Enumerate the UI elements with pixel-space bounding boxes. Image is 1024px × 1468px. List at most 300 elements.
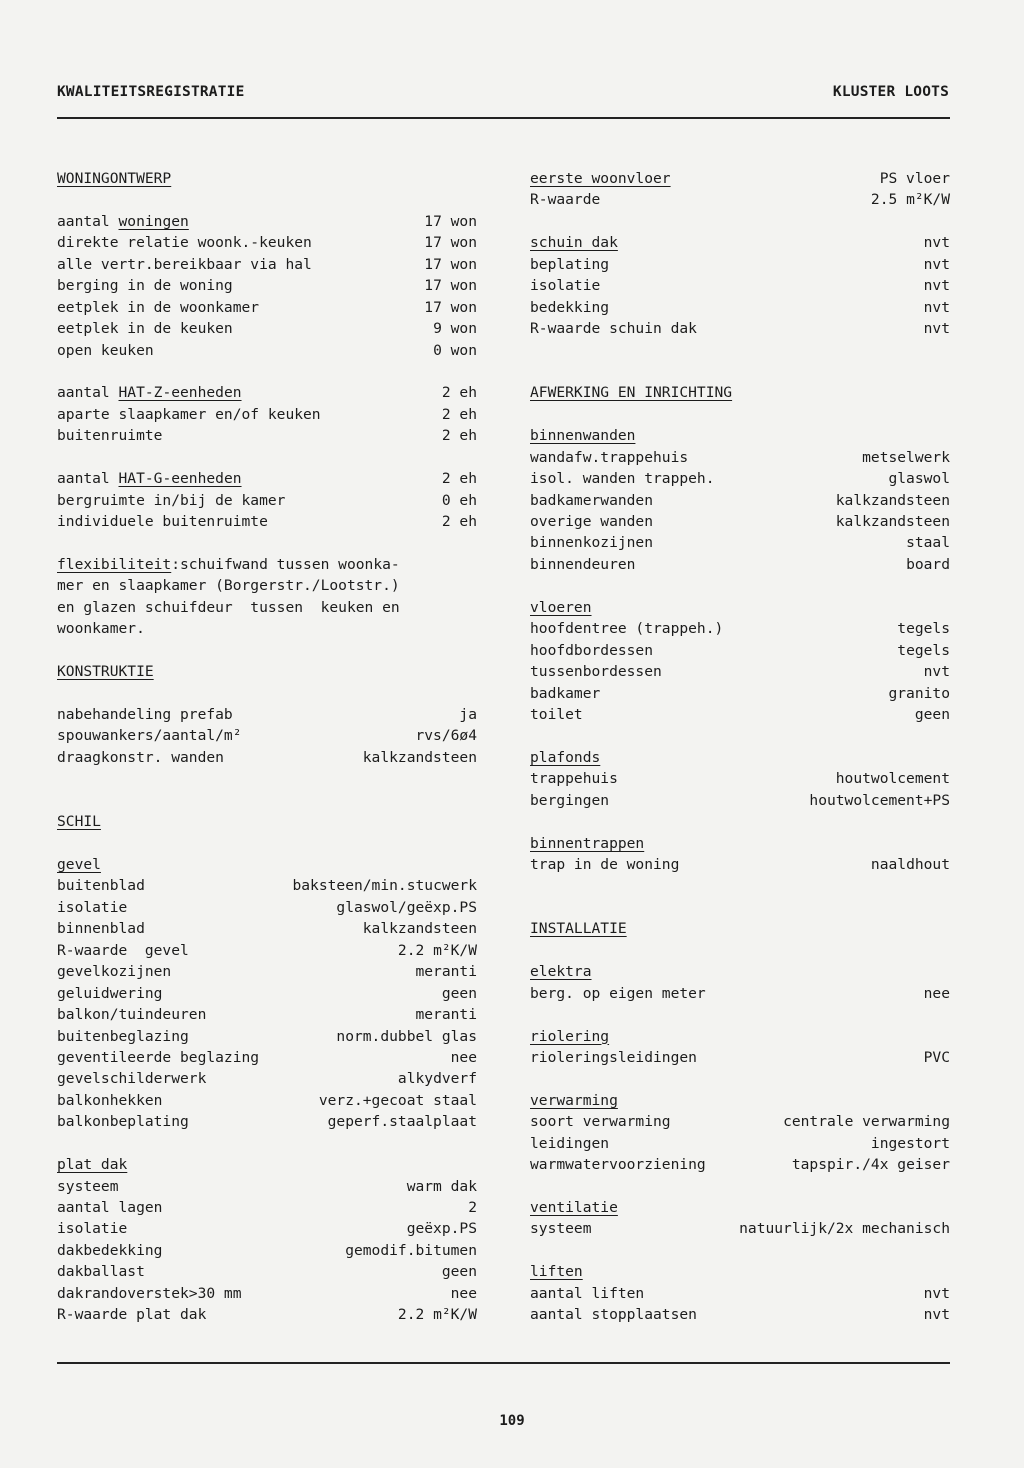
heading-text: binnenwanden [530,427,636,445]
label-text: berging in de woning [57,277,233,295]
data-row [530,983,950,1004]
row-label [530,254,609,275]
row-label [57,1047,259,1068]
spacer [530,811,950,832]
data-row [530,297,950,318]
label-text: systeem [57,1177,119,1195]
label-text: geluidwering [57,984,163,1002]
header-right-title: KLUSTER LOOTS [832,84,949,100]
paragraph-text [57,618,145,639]
data-row [530,318,950,339]
label-text: badkamer [530,684,601,702]
row-label [57,1068,206,1089]
spacer [530,1004,950,1025]
heading-text: riolering [530,1027,610,1045]
data-row [57,725,477,746]
row-value: houtwolcement [835,770,950,788]
data-row [57,1004,477,1025]
row-value: nee [450,1284,477,1302]
data-row [57,318,477,339]
data-row [57,1304,477,1325]
row-label [57,725,242,746]
spacer [57,1133,477,1154]
paragraph-line [57,597,477,618]
row-value: nvt [923,255,950,273]
row-value: baksteen/min.stucwerk [292,877,477,895]
row-label [530,640,653,661]
underlined-term: schuin dak [530,234,618,252]
row-value: kalkzandsteen [835,491,950,509]
data-row [530,532,950,553]
data-row [530,168,950,189]
data-row [57,875,477,896]
data-row [57,961,477,982]
spacer [57,189,477,210]
row-value: 0 won [433,341,477,359]
label-text: binnendeuren [530,555,636,573]
data-row [57,275,477,296]
spacer [530,897,950,918]
section-heading [530,747,950,768]
row-label [57,940,189,961]
section-heading [530,425,950,446]
row-value: PS vloer [879,170,950,187]
data-row [530,790,950,811]
label-text: draagkonstr. wanden [57,748,224,766]
row-label [57,1261,145,1282]
row-label [530,618,723,639]
row-value: 0 eh [441,491,477,509]
label-text: badkamerwanden [530,491,654,509]
data-row [57,1026,477,1047]
label-text: beplating [530,255,610,273]
heading-text: ventilatie [530,1199,618,1216]
data-row [57,211,477,232]
row-value: PVC [923,1048,950,1066]
row-label [530,1304,697,1325]
row-value: tapspir./4x geiser [791,1156,950,1174]
label-text: balkon/tuindeuren [57,1006,207,1024]
data-row [530,1218,950,1239]
row-label [530,232,618,253]
row-value: 2.5 m²K/W [870,191,950,209]
label-text: buitenblad [57,877,145,895]
data-row [530,704,950,725]
data-row [57,897,477,918]
data-row [57,511,477,532]
spacer [57,833,477,854]
row-value: verz.+gecoat staal [318,1091,477,1109]
row-value: ingestort [870,1134,950,1152]
bottom-divider [57,1362,950,1364]
data-row [530,1283,950,1304]
row-value: 2 eh [441,470,477,488]
row-value: glaswol/geëxp.PS [336,898,477,916]
row-value: tegels [897,641,950,659]
row-label [530,275,600,296]
heading-text: INSTALLATIE [530,920,627,938]
line-text: en glazen schuifdeur tussen keuken en [57,598,400,616]
spacer [530,361,950,382]
data-row [530,189,950,210]
row-value: 2 eh [441,427,477,445]
section-heading [530,382,950,403]
underlined-term: HAT-Z-eenheden [118,384,242,402]
spacer [530,1176,950,1197]
label-text: bergingen [530,791,610,809]
label-text: tussenbordessen [530,663,662,681]
row-label [57,1218,127,1239]
row-value: norm.dubbel glas [336,1027,477,1045]
label-text: isolatie [57,1220,128,1238]
data-row [530,490,950,511]
data-row [57,490,477,511]
row-value: geen [441,1263,477,1281]
label-text: systeem [530,1220,592,1238]
data-row [57,232,477,253]
row-value: kalkzandsteen [835,513,950,530]
heading-text: AFWERKING EN INRICHTING [530,384,733,402]
row-label [57,1283,242,1304]
section-heading [530,1261,950,1282]
data-row [57,1197,477,1218]
label-text: binnenblad [57,920,145,938]
data-row [530,1133,950,1154]
row-label [530,790,609,811]
label-text: dakbedekking [57,1241,163,1259]
data-row [530,661,950,682]
spacer [530,575,950,596]
label-text: individuele buitenruimte [57,513,268,530]
label-text: balkonhekken [57,1091,163,1109]
row-value: alkydverf [397,1070,477,1088]
row-label [57,340,154,361]
label-text: buitenruimte [57,427,163,445]
heading-text: KONSTRUKTIE [57,663,154,681]
row-label [530,511,653,532]
row-value: 2 eh [441,513,477,530]
data-row [57,254,477,275]
row-label [530,983,706,1004]
data-row [57,1176,477,1197]
label-text: trap in de woning [530,856,680,873]
label-text: isol. wanden trappeh. [530,470,715,488]
section-heading [57,811,477,832]
row-label [57,875,145,896]
row-label [530,854,679,875]
heading-text: vloeren [530,598,592,616]
data-row [57,404,477,425]
label-text: aparte slaapkamer en/of keuken [57,405,321,423]
row-value: granito [888,684,950,702]
right-column [530,168,950,1326]
spacer [530,404,950,425]
label-text: aantal liften [530,1284,645,1302]
data-row [530,254,950,275]
row-label [530,297,609,318]
paragraph-line [57,575,477,596]
row-label [57,211,189,232]
data-row [57,940,477,961]
row-label [530,661,662,682]
row-label [530,1111,671,1132]
data-row [57,1047,477,1068]
row-label [57,1240,162,1261]
spacer [57,683,477,704]
label-text: dakrandoverstek>30 mm [57,1284,242,1302]
label-text: wandafw.trappehuis [530,448,689,466]
header-left-title: KWALITEITSREGISTRATIE [57,84,245,100]
row-label [57,297,259,318]
spacer [530,725,950,746]
label-text: eetplek in de woonkamer [57,298,260,316]
row-value: 17 won [424,255,477,273]
page-number: 109 [499,1413,525,1429]
data-row [530,618,950,639]
data-row [530,683,950,704]
row-label [57,511,268,532]
row-value: warm dak [406,1177,477,1195]
label-text: gevelschilderwerk [57,1070,207,1088]
spacer [530,211,950,232]
line-text: mer en slaapkamer (Borgerstr./Lootstr.) [57,577,400,595]
row-label [57,232,312,253]
row-value: 2 eh [441,405,477,423]
data-row [57,747,477,768]
section-heading [530,597,950,618]
label-text: binnenkozijnen [530,534,654,552]
data-row [530,468,950,489]
row-value: geperf.staalplaat [327,1113,477,1131]
data-row [57,1111,477,1132]
row-value: tegels [897,620,950,638]
data-row [530,275,950,296]
label-text: aantal [57,212,119,230]
paragraph-text [57,554,400,575]
row-label [57,425,162,446]
row-label [57,897,127,918]
label-text: aantal [57,470,119,488]
row-value: nee [450,1048,477,1066]
row-label [530,683,600,704]
data-row [57,382,477,403]
label-text: dakballast [57,1263,145,1281]
row-label [57,961,171,982]
row-label [530,490,653,511]
label-text: R-waarde [530,191,601,209]
label-text: soort verwarming [530,1113,671,1131]
row-value: nvt [923,234,950,252]
row-value: 2.2 m²K/W [397,941,477,959]
row-label [57,1004,206,1025]
data-row [57,983,477,1004]
left-column [57,168,477,1326]
row-value: ja [459,705,477,723]
row-value: meranti [415,1006,477,1024]
row-label [57,254,312,275]
row-label [57,1026,189,1047]
paragraph-line [57,618,477,639]
row-value: kalkzandsteen [362,920,477,938]
row-value: 17 won [424,212,477,230]
row-value: geen [914,705,950,723]
label-text: eetplek in de keuken [57,320,233,338]
data-row [530,768,950,789]
row-value: houtwolcement+PS [809,791,950,809]
heading-text: WONINGONTWERP [57,170,172,187]
row-label [57,275,233,296]
section-heading [530,833,950,854]
label-text: alle vertr.bereikbaar via hal [57,255,312,273]
spacer [57,447,477,468]
row-label [530,768,618,789]
spacer [57,768,477,789]
section-heading [530,961,950,982]
row-label [57,1176,119,1197]
label-text: aantal [57,384,119,402]
row-value: rvs/6ø4 [415,727,477,745]
data-row [530,1304,950,1325]
underlined-term: eerste woonvloer [530,170,671,187]
row-value: glaswol [888,470,950,488]
data-row [57,1090,477,1111]
paragraph-line [57,554,477,575]
label-text: bedekking [530,298,610,316]
row-label [57,983,162,1004]
row-label [530,318,697,339]
label-text: aantal lagen [57,1199,163,1216]
line-text: woonkamer. [57,620,145,638]
row-value: nvt [923,1306,950,1324]
underlined-term: flexibiliteit [57,555,172,573]
row-label [57,1197,162,1218]
spacer [530,1068,950,1089]
row-value: nvt [923,320,950,338]
label-text: hoofdentree (trappeh.) [530,620,724,638]
row-value: staal [906,534,950,552]
heading-text: liften [530,1263,583,1281]
row-label [57,318,233,339]
row-label [57,1111,189,1132]
section-heading [530,918,950,939]
row-value: gemodif.bitumen [345,1241,477,1259]
row-value: naaldhout [870,856,950,873]
label-text: R-waarde schuin dak [530,320,697,338]
label-text: isolatie [57,898,128,916]
data-row [57,1068,477,1089]
label-text: R-waarde gevel [57,941,189,959]
top-divider [57,117,950,119]
row-value: 17 won [424,234,477,252]
row-value: centrale verwarming [783,1113,950,1131]
row-value: 9 won [433,320,477,338]
row-label [530,554,635,575]
row-label [57,382,242,403]
row-value: 2 eh [441,384,477,402]
heading-text: SCHIL [57,813,101,831]
label-text: buitenbeglazing [57,1027,189,1045]
paragraph-text [57,575,400,596]
label-text: isolatie [530,277,601,295]
row-label [530,447,688,468]
underlined-term: woningen [118,212,189,230]
heading-text: plat dak [57,1156,128,1174]
label-text: balkonbeplating [57,1113,189,1131]
spacer [57,790,477,811]
data-row [57,1261,477,1282]
label-text: nabehandeling prefab [57,705,233,723]
row-value: nvt [923,298,950,316]
spacer [530,940,950,961]
row-value: 2.2 m²K/W [397,1306,477,1324]
row-value: nvt [923,1284,950,1302]
label-text: warmwatervoorziening [530,1156,706,1174]
section-heading [57,1154,477,1175]
label-text: spouwankers/aantal/m² [57,727,242,745]
section-heading [57,854,477,875]
data-row [530,640,950,661]
data-row [530,232,950,253]
heading-text: binnentrappen [530,834,645,852]
row-value: kalkzandsteen [362,748,477,766]
label-text: direkte relatie woonk.-keuken [57,234,312,252]
row-label [530,168,671,189]
data-row [57,1218,477,1239]
heading-text: elektra [530,963,592,981]
row-label [57,468,242,489]
row-value: 2 [468,1199,477,1216]
row-label [57,1304,206,1325]
row-label [530,468,715,489]
data-row [530,554,950,575]
paragraph-text [57,597,400,618]
label-text: bergruimte in/bij de kamer [57,491,286,509]
heading-text: verwarming [530,1091,618,1109]
row-value: board [906,555,950,573]
section-heading [530,1090,950,1111]
spacer [57,640,477,661]
label-text: gevelkozijnen [57,963,172,981]
label-text: rioleringsleidingen [530,1048,697,1066]
row-value: nee [923,984,950,1002]
heading-text: plafonds [530,748,601,766]
spacer [530,1240,950,1261]
row-label [530,1133,609,1154]
row-value: geëxp.PS [406,1220,477,1238]
label-text: R-waarde plat dak [57,1306,207,1324]
section-heading [57,661,477,682]
section-heading [530,1197,950,1218]
label-text: open keuken [57,341,154,359]
row-label [530,1047,697,1068]
row-label [530,532,653,553]
heading-text: gevel [57,856,101,873]
spacer [530,340,950,361]
row-label [57,490,285,511]
data-row [530,511,950,532]
section-heading [57,168,477,189]
row-value: 17 won [424,298,477,316]
label-text: overige wanden [530,513,654,530]
data-row [57,704,477,725]
row-value: nvt [923,277,950,295]
row-label [530,189,600,210]
row-value: metselwerk [862,448,950,466]
section-heading [530,1026,950,1047]
row-label [530,1283,644,1304]
data-row [57,1240,477,1261]
data-row [57,425,477,446]
